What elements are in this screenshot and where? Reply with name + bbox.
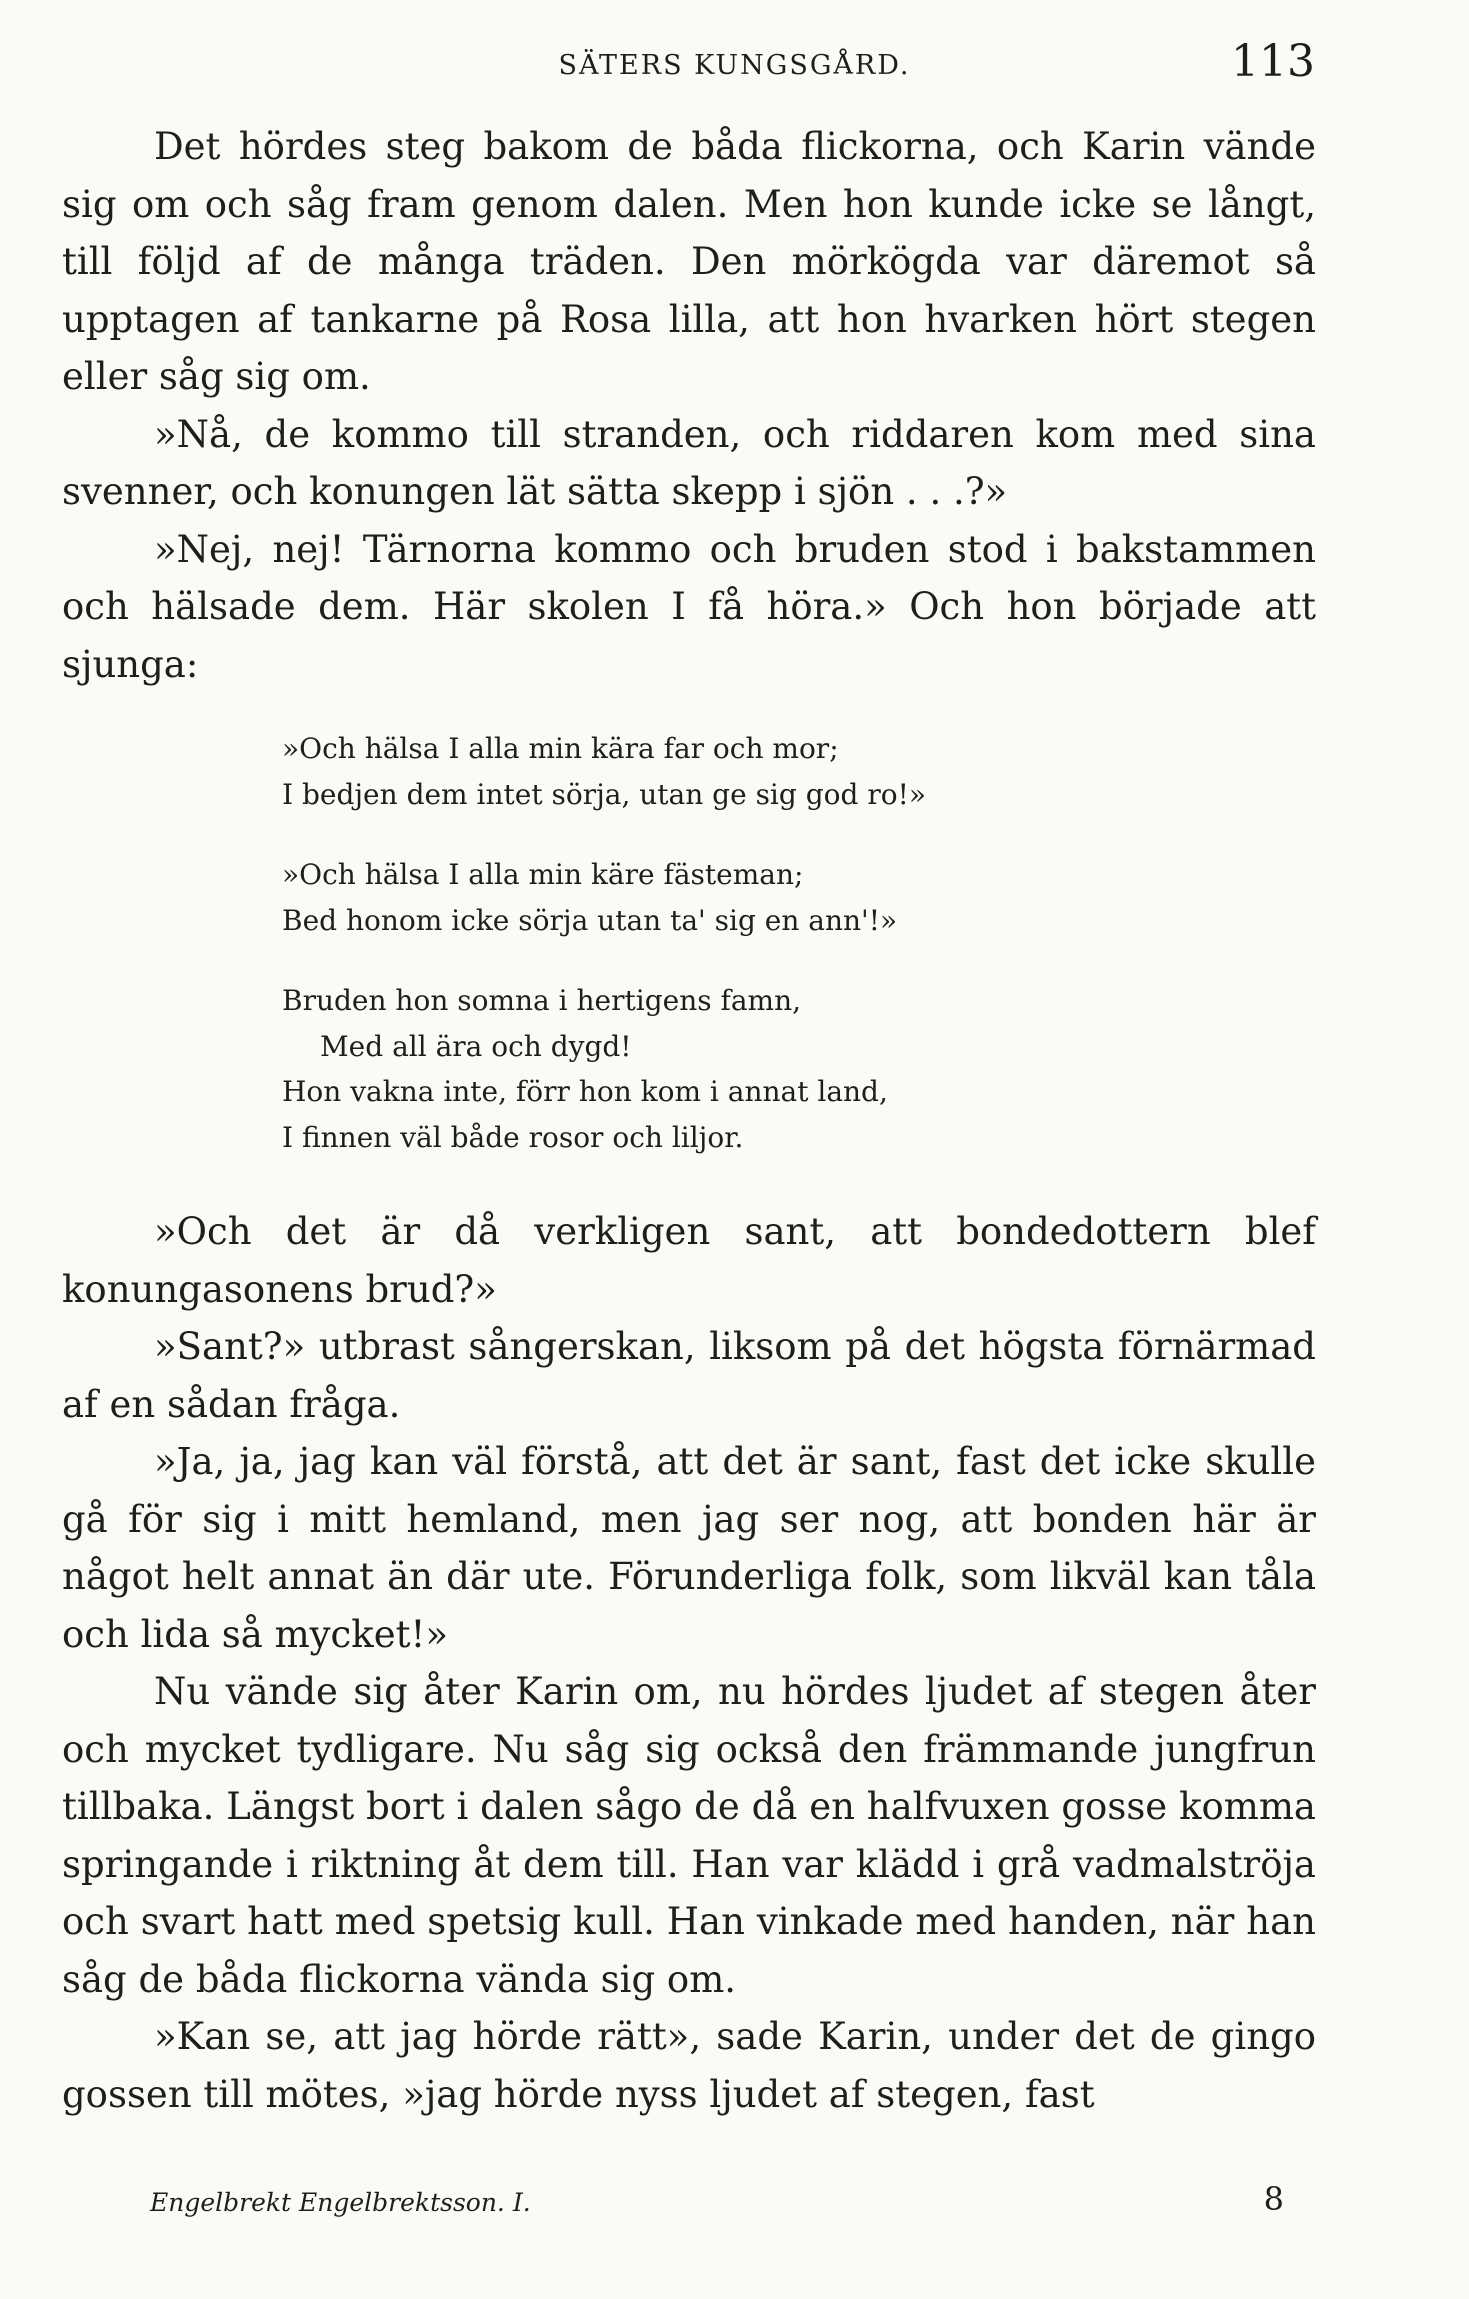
paragraph: »Ja, ja, jag kan väl förstå, att det är sant, fast det icke skulle gå för sig i mitt hemland, men jag ser nog, att bonden här är något helt annat än där ute. Förunderliga folk, som likväl kan tåla och lida så mycket!» [62, 1440, 1316, 1656]
running-head: SÄTERS KUNGSGÅRD. [558, 50, 911, 81]
paragraph: »Nå, de kommo till stranden, och riddaren kom med sina svenner, och konungen lät sätta skepp i sjön . . .?» [62, 412, 1316, 513]
paragraph: Det hördes steg bakom de båda flickorna, och Karin vände sig om och såg fram genom dalen. Men hon kunde icke se långt, till följd af de många träden. Den mörkögda var däremot så upptagen af tankarne på Rosa lilla, att hon hvarken hört stegen eller såg sig om. [62, 125, 1316, 398]
page-header [0, 36, 1469, 86]
poem [282, 726, 1242, 1195]
poem-line: Bruden hon somna i hertigens famn, [282, 984, 802, 1017]
poem-stanza [282, 852, 1242, 943]
poem-line: »Och hälsa I alla min käre fästeman; [282, 858, 804, 891]
body-text-top [62, 118, 1316, 693]
page-number: 113 [1231, 36, 1315, 87]
paragraph: »Och det är då verkligen sant, att bondedottern blef konungasonens brud?» [62, 1210, 1316, 1311]
poem-line: Bed honom icke sörja utan ta' sig en ann'!» [282, 903, 898, 937]
poem-line: I finnen väl både rosor och liljor. [282, 1120, 744, 1154]
poem-line: I bedjen dem intet sörja, utan ge sig god ro!» [282, 777, 926, 811]
paragraph: Nu vände sig åter Karin om, nu hördes ljudet af stegen åter och mycket tydligare. Nu såg sig också den främmande jungfrun tillbaka. Längst bort i dalen sågo de då en halfvuxen gosse komma springande i riktning åt dem till. Han var klädd i grå vadmalströja och svart hatt med spetsig kull. Han vinkade med handen, när han såg de båda flickorna vända sig om. [62, 1670, 1316, 2001]
poem-line: »Och hälsa I alla min kära far och mor; [282, 732, 839, 765]
poem-stanza [282, 978, 1242, 1160]
signature-mark: Engelbrekt Engelbrektsson. I. [150, 2188, 531, 2217]
sheet-number: 8 [1263, 2180, 1284, 2218]
paragraph: »Nej, nej! Tärnorna kommo och bruden stod i bakstammen och hälsade dem. Här skolen I få höra.» Och hon började att sjunga: [62, 527, 1316, 686]
body-text-bottom [62, 1203, 1316, 2123]
poem-stanza [282, 726, 1242, 817]
poem-line: Med all ära och dygd! [320, 1029, 632, 1063]
paragraph: »Kan se, att jag hörde rätt», sade Karin, under det de gingo gossen till mötes, »jag hörde nyss ljudet af stegen, fast [62, 2015, 1316, 2116]
page-footer [0, 2180, 1469, 2220]
poem-line: Hon vakna inte, förr hon kom i annat land, [282, 1075, 888, 1108]
paragraph: »Sant?» utbrast sångerskan, liksom på det högsta förnärmad af en sådan fråga. [62, 1325, 1316, 1426]
